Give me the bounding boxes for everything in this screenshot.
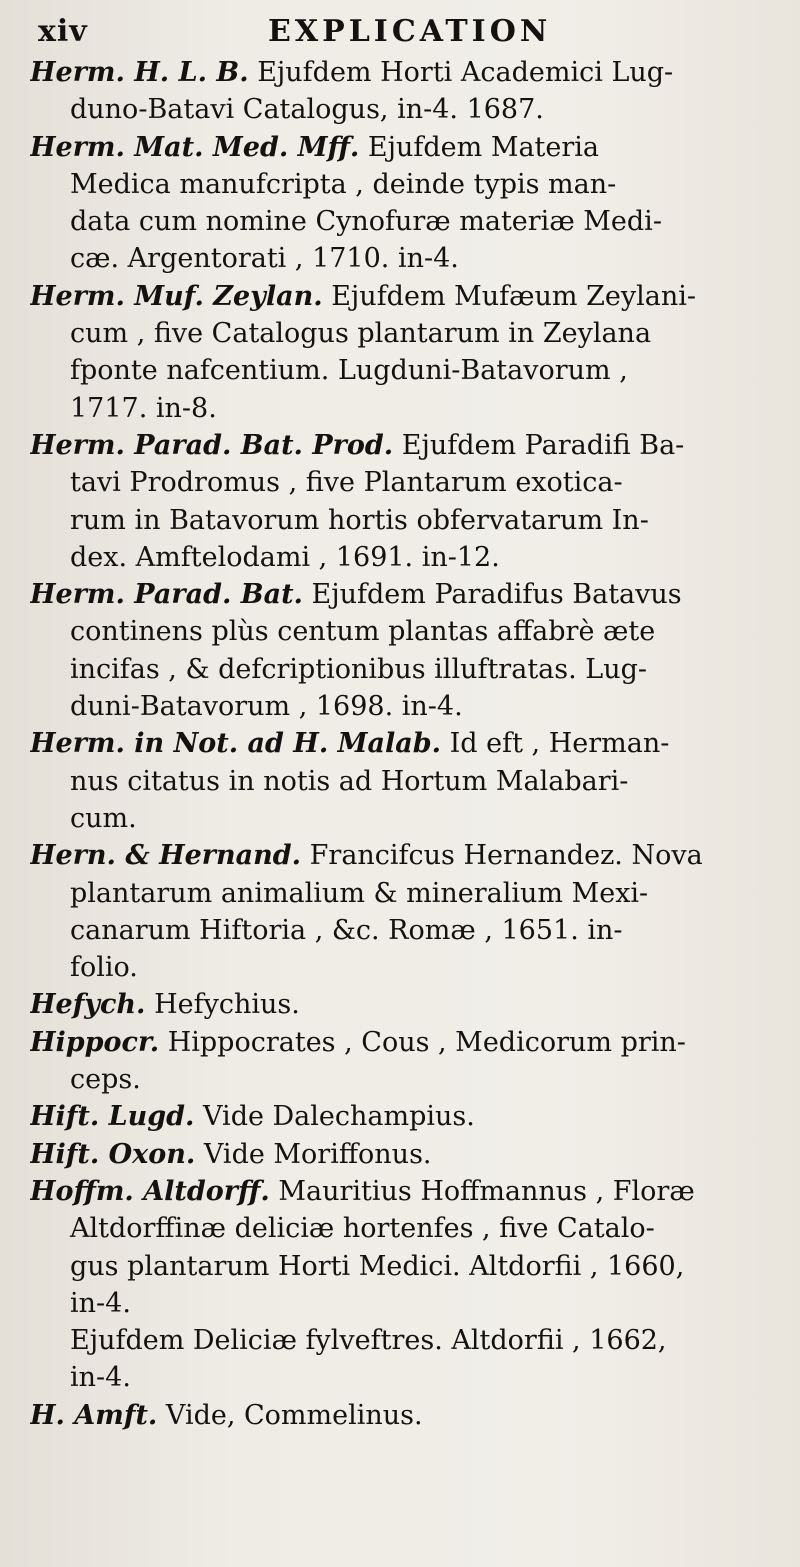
entry-text: nus citatus in notis ad Hortum Malabari- — [70, 765, 629, 797]
entry-text: Vide Moriffonus. — [203, 1138, 432, 1170]
entry-text: incifas , & defcriptionibus illuftratas. Lug- — [70, 653, 648, 685]
entry-first-line — [30, 278, 770, 315]
entry-abbreviation: Hefych. — [30, 989, 146, 1021]
entry-abbreviation: Herm. Muf. Zeylan. — [30, 280, 323, 312]
entry-text: Vide Dalechampius. — [203, 1101, 475, 1133]
entry-continuation-line — [30, 539, 770, 576]
entry-continuation-line — [30, 949, 770, 986]
entry-continuation-line — [30, 502, 770, 539]
entry-text: plantarum animalium & mineralium Mexi- — [70, 877, 649, 909]
entry-abbreviation: Herm. Parad. Bat. — [30, 579, 303, 611]
entry-first-line — [30, 1098, 770, 1135]
entry-text: Francifcus Hernandez. Nova — [309, 840, 703, 872]
entry-text: folio. — [70, 952, 138, 984]
entry-abbreviation: Herm. H. L. B. — [30, 57, 249, 88]
bibliography-entry — [30, 725, 770, 837]
bibliography-list — [30, 54, 770, 1434]
entry-continuation-line — [30, 203, 770, 240]
entry-first-line — [30, 129, 770, 166]
entry-text: in-4. — [70, 1362, 131, 1394]
entry-continuation-line — [30, 166, 770, 203]
entry-text: data cum nomine Cynofuræ materiæ Medi- — [70, 206, 662, 238]
entry-continuation-line — [30, 1285, 770, 1322]
entry-text: gus plantarum Horti Medici. Altdorfii , 1660, — [70, 1250, 685, 1282]
entry-first-line — [30, 986, 770, 1023]
entry-first-line — [30, 1397, 770, 1434]
bibliography-entry — [30, 427, 770, 576]
bibliography-entry — [30, 837, 770, 986]
entry-text: cum , five Catalogus plantarum in Zeylana — [70, 318, 652, 350]
entry-first-line — [30, 576, 770, 613]
page-header — [38, 14, 698, 50]
entry-text: Medica manufcripta , deinde typis man- — [70, 168, 617, 200]
entry-text: Altdorffinæ deliciæ hortenfes , five Catalo- — [70, 1213, 655, 1245]
running-head: EXPLICATION — [268, 14, 552, 49]
entry-text: Vide, Commelinus. — [165, 1399, 423, 1431]
bibliography-entry — [30, 1173, 770, 1397]
entry-text: tavi Prodromus , five Plantarum exotica- — [70, 467, 623, 499]
entry-continuation-line — [30, 688, 770, 725]
entry-text: ceps. — [70, 1064, 141, 1096]
entry-abbreviation: Hift. Oxon. — [30, 1138, 196, 1170]
bibliography-entry — [30, 129, 770, 278]
bibliography-entry — [30, 1397, 770, 1434]
entry-continuation-line — [30, 1061, 770, 1098]
entry-text: continens plùs centum plantas affabrè æte — [70, 616, 656, 648]
bibliography-entry — [30, 278, 770, 427]
entry-abbreviation: Herm. Mat. Med. Mff. — [30, 131, 360, 163]
entry-abbreviation: Hoffm. Altdorff. — [30, 1175, 270, 1207]
entry-continuation-line — [30, 464, 770, 501]
entry-continuation-line — [30, 875, 770, 912]
entry-text: cum. — [70, 802, 137, 834]
bibliography-entry — [30, 576, 770, 725]
entry-abbreviation: Hift. Lugd. — [30, 1101, 195, 1133]
entry-continuation-line — [30, 315, 770, 352]
entry-text: Ejufdem Materia — [367, 131, 600, 163]
entry-continuation-line — [30, 651, 770, 688]
entry-text: rum in Batavorum hortis obfervatarum In- — [70, 504, 649, 536]
entry-text: dex. Amftelodami , 1691. in-12. — [70, 541, 500, 573]
entry-first-line — [30, 427, 770, 464]
entry-abbreviation: H. Amft. — [30, 1399, 158, 1431]
entry-first-line — [30, 837, 770, 874]
entry-continuation-line — [30, 390, 770, 427]
entry-continuation-line — [30, 91, 770, 128]
entry-text: in-4. — [70, 1287, 131, 1319]
entry-text: Ejufdem Mufæum Zeylani- — [331, 280, 696, 312]
entry-text: duni-Batavorum , 1698. in-4. — [70, 691, 463, 723]
entry-text: canarum Hiftoria , &c. Romæ , 1651. in- — [70, 914, 623, 946]
entry-continuation-line — [30, 240, 770, 277]
entry-abbreviation: Hern. & Hernand. — [30, 840, 302, 872]
entry-abbreviation: Herm. Parad. Bat. Prod. — [30, 429, 394, 461]
entry-text: Hefychius. — [154, 989, 300, 1021]
entry-continuation-line — [30, 1248, 770, 1285]
entry-continuation-line — [30, 1359, 770, 1396]
entry-first-line — [30, 725, 770, 762]
entry-continuation-line — [30, 800, 770, 837]
entry-continuation-line — [30, 763, 770, 800]
entry-continuation-line — [30, 1322, 770, 1359]
entry-text: fponte nafcentium. Lugduni-Batavorum , — [70, 355, 628, 387]
entry-abbreviation: Herm. in Not. ad H. Malab. — [30, 728, 442, 760]
entry-text: Ejufdem Paradifi Ba- — [401, 429, 685, 461]
entry-text: cæ. Argentorati , 1710. in-4. — [70, 243, 459, 275]
bibliography-entry — [30, 986, 770, 1023]
entry-first-line — [30, 1173, 770, 1210]
bibliography-entry — [30, 1024, 770, 1099]
entry-text: Id eft , Herman- — [449, 728, 670, 760]
entry-continuation-line — [30, 1210, 770, 1247]
page-number: xiv — [38, 14, 88, 49]
entry-text: 1717. in-8. — [70, 392, 217, 424]
entry-text: Ejufdem Paradifus Batavus — [311, 579, 682, 611]
entry-text: duno-Batavi Catalogus, in-4. 1687. — [70, 94, 544, 126]
entry-continuation-line — [30, 352, 770, 389]
entry-text: Ejufdem Horti Academici Lug- — [257, 57, 674, 88]
entry-first-line — [30, 54, 770, 91]
entry-text: Ejufdem Deliciæ fylveftres. Altdorfii , 1662, — [70, 1325, 667, 1357]
entry-continuation-line — [30, 912, 770, 949]
entry-text: Mauritius Hoffmannus , Floræ — [278, 1175, 695, 1207]
entry-text: Hippocrates , Cous , Medicorum prin- — [167, 1026, 686, 1058]
entry-first-line — [30, 1136, 770, 1173]
entry-continuation-line — [30, 613, 770, 650]
bibliography-entry — [30, 54, 770, 129]
entry-first-line — [30, 1024, 770, 1061]
entry-abbreviation: Hippocr. — [30, 1026, 160, 1058]
bibliography-entry — [30, 1098, 770, 1135]
bibliography-entry — [30, 1136, 770, 1173]
